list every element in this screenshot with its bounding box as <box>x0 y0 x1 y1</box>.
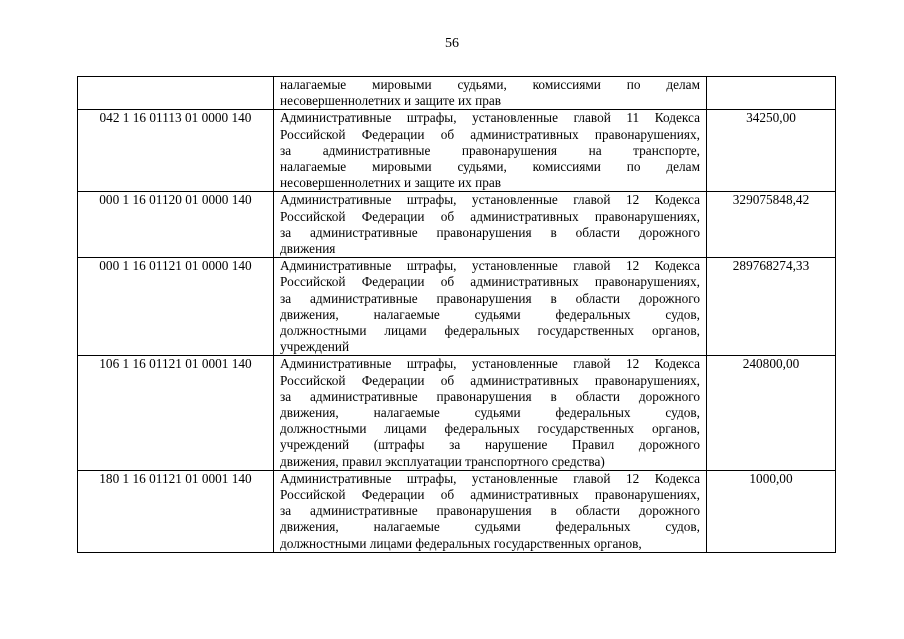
description-line: за административные правонарушения в области дорожного <box>280 224 700 240</box>
description-cell <box>274 258 707 356</box>
description-line: Административные штрафы, установленные главой 12 Кодекса <box>280 192 700 208</box>
description-cell <box>274 470 707 552</box>
description-line: учреждений <box>280 339 350 355</box>
description-cell <box>274 356 707 470</box>
table-row <box>78 356 836 470</box>
table-row <box>78 470 836 552</box>
description-cell <box>274 110 707 192</box>
description-line: движения, правил эксплуатации транспортного средства) <box>280 453 605 469</box>
description-line: несовершеннолетних и защите их прав <box>280 175 502 191</box>
amount-cell: 289768274,33 <box>707 258 836 356</box>
description-line: налагаемые мировыми судьями, комиссиями по делам <box>280 159 700 175</box>
description-line: должностными лицами федеральных государственных органов, <box>280 323 700 339</box>
description-line: учреждений (штрафы за нарушение Правил дорожного <box>280 437 700 453</box>
description-line: движения, налагаемые судьями федеральных судов, <box>280 306 700 322</box>
description-cell <box>274 192 707 258</box>
description-line: Российской Федерации об административных правонарушениях, <box>280 274 700 290</box>
description-line: за административные правонарушения в области дорожного <box>280 388 700 404</box>
description-line: несовершеннолетних и защите их прав <box>280 93 502 109</box>
table-row <box>78 110 836 192</box>
description-line: Административные штрафы, установленные главой 12 Кодекса <box>280 258 700 274</box>
description-line: Административные штрафы, установленные главой 11 Кодекса <box>280 110 700 126</box>
budget-code-cell: 042 1 16 01113 01 0000 140 <box>78 110 274 192</box>
description-line: за административные правонарушения на транспорте, <box>280 142 700 158</box>
amount-cell: 329075848,42 <box>707 192 836 258</box>
description-line: за административные правонарушения в области дорожного <box>280 290 700 306</box>
budget-code-cell: 000 1 16 01121 01 0000 140 <box>78 258 274 356</box>
description-line: Российской Федерации об административных правонарушениях, <box>280 126 700 142</box>
amount-cell <box>707 77 836 110</box>
budget-revenue-table <box>77 76 836 553</box>
description-line: движения, налагаемые судьями федеральных судов, <box>280 405 700 421</box>
description-cell <box>274 77 707 110</box>
amount-cell: 1000,00 <box>707 470 836 552</box>
description-line: движения <box>280 241 336 257</box>
description-line: Российской Федерации об административных правонарушениях, <box>280 487 700 503</box>
description-line: Российской Федерации об административных правонарушениях, <box>280 372 700 388</box>
table-body <box>78 77 836 553</box>
description-line: движения, налагаемые судьями федеральных судов, <box>280 519 700 535</box>
page-number: 56 <box>445 36 459 51</box>
budget-code-cell <box>78 77 274 110</box>
budget-code-cell: 106 1 16 01121 01 0001 140 <box>78 356 274 470</box>
budget-code-cell: 180 1 16 01121 01 0001 140 <box>78 470 274 552</box>
budget-code-cell: 000 1 16 01120 01 0000 140 <box>78 192 274 258</box>
table-row <box>78 192 836 258</box>
description-line: налагаемые мировыми судьями, комиссиями по делам <box>280 77 700 92</box>
table-row <box>78 77 836 110</box>
table-row <box>78 258 836 356</box>
description-line: должностными лицами федеральных государственных органов, <box>280 421 700 437</box>
amount-cell: 240800,00 <box>707 356 836 470</box>
description-line: Российской Федерации об административных правонарушениях, <box>280 208 700 224</box>
description-line: за административные правонарушения в области дорожного <box>280 503 700 519</box>
description-line: Административные штрафы, установленные главой 12 Кодекса <box>280 356 700 372</box>
description-line: Административные штрафы, установленные главой 12 Кодекса <box>280 470 700 486</box>
description-line: должностными лицами федеральных государственных органов, <box>280 535 642 551</box>
amount-cell: 34250,00 <box>707 110 836 192</box>
